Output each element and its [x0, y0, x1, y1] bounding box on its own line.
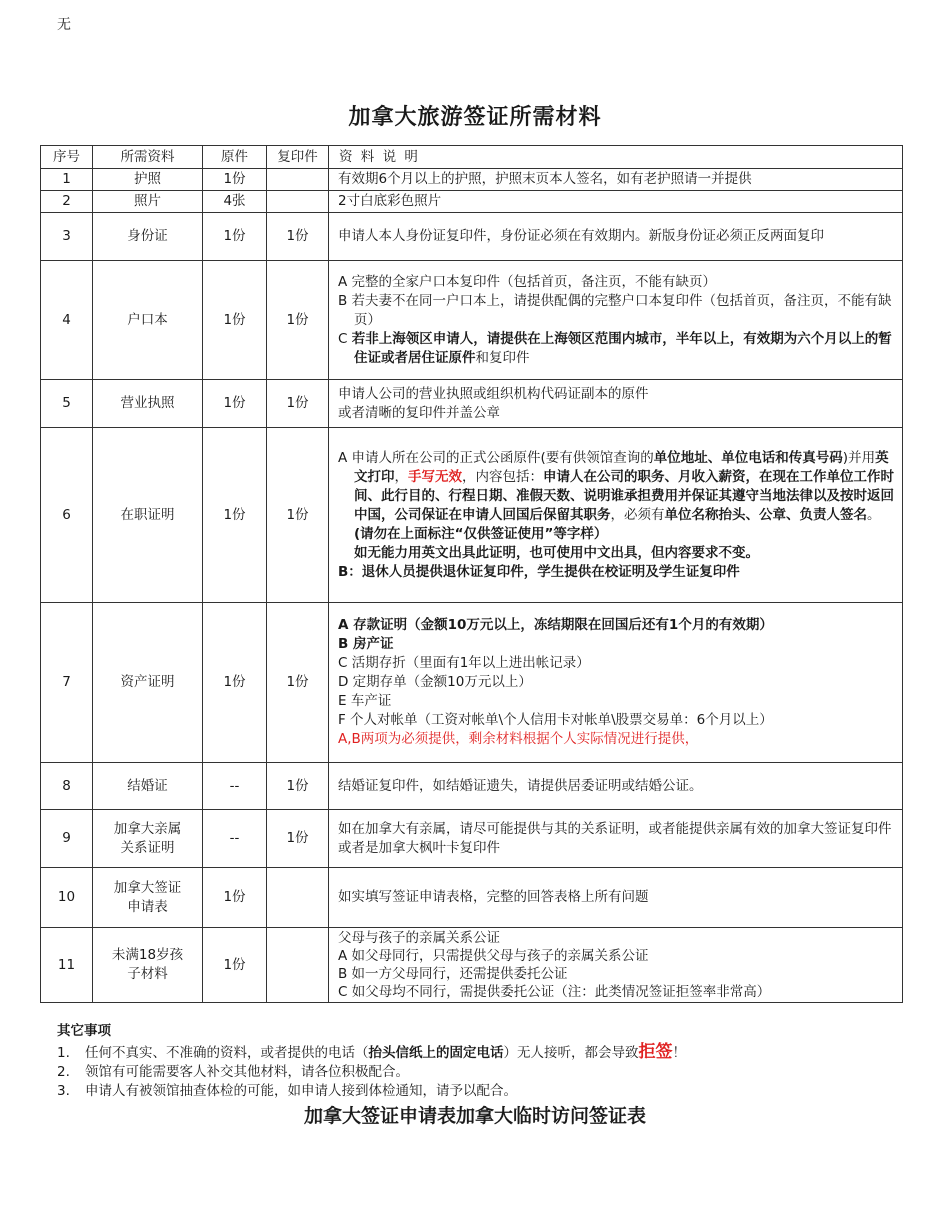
table-row	[41, 380, 903, 428]
note-item	[57, 1043, 686, 1063]
desc-text: )并用	[842, 449, 876, 466]
row-no: 4	[41, 261, 93, 380]
row-no: 8	[41, 763, 93, 810]
row-no: 5	[41, 380, 93, 428]
note-text: 申请人有被领馆抽查体检的可能，如申请人接到体检通知，请予以配合。	[85, 1083, 517, 1099]
desc-text: A 申请人所在公司的正式公函原件(要有供领馆查询的	[338, 449, 654, 466]
desc-line: 如在加拿大有亲属，请尽可能提供与其的关系证明，或者能提供亲属有效的加拿大签证复印件或者是加拿大枫叶卡复印件	[338, 820, 892, 856]
desc-bold: 若非上海领区申请人，请提供在上海领区范围内城市，半年以上，有效期为六个月以上的暂住证或者居住证原件	[351, 330, 892, 366]
row-original: 1份	[203, 428, 267, 603]
row-description	[329, 261, 903, 380]
desc-tail: 和复印件	[475, 349, 530, 366]
row-copy: 1份	[267, 428, 329, 603]
desc-line: 申请人公司的营业执照或组织机构代码证副本的原件	[338, 385, 649, 402]
table-row	[41, 261, 903, 380]
desc-line: D 定期存单（金额10万元以上）	[338, 674, 532, 690]
note-text: ）无人接听，都会导致	[503, 1045, 639, 1061]
notes-title: 其它事项	[57, 1023, 111, 1039]
row-item: 结婚证	[93, 763, 203, 810]
table-row	[41, 169, 903, 191]
desc-line: A,B两项为必须提供，剩余材料根据个人实际情况进行提供，	[338, 731, 699, 747]
table-row	[41, 213, 903, 261]
note-number: 2.	[57, 1064, 70, 1080]
desc-line: 有效期6个月以上的护照，护照末页本人签名，如有老护照请一并提供	[338, 171, 752, 187]
desc-text: ，内容包括：	[462, 468, 543, 485]
item-line: 加拿大签证	[113, 879, 182, 896]
requirements-table	[40, 145, 903, 1003]
row-copy: 1份	[267, 261, 329, 380]
desc-line: 如无能力用英文出具此证明，也可使用中文出具，但内容要求不变。	[354, 544, 759, 561]
desc-red: 手写无效	[408, 468, 462, 485]
row-no: 6	[41, 428, 93, 603]
item-line: 未满18岁孩	[111, 947, 184, 963]
note-text: 领馆有可能需要客人补交其他材料，请各位积极配合。	[85, 1064, 409, 1080]
desc-paragraph	[338, 449, 896, 544]
header-no: 序号	[41, 146, 93, 169]
header-item: 所需资料	[93, 146, 203, 169]
item-line: 加拿大亲属	[113, 820, 182, 837]
row-description	[329, 191, 903, 213]
row-copy	[267, 868, 329, 928]
row-description	[329, 868, 903, 928]
desc-text: 。	[867, 506, 881, 523]
row-description	[329, 603, 903, 763]
row-copy: 1份	[267, 603, 329, 763]
desc-line: 2寸白底彩色照片	[338, 193, 442, 209]
row-item	[93, 868, 203, 928]
desc-prefix: C	[338, 330, 352, 347]
desc-line: 结婚证复印件，如结婚证遗失，请提供居委证明或结婚公证。	[338, 777, 703, 794]
row-description	[329, 810, 903, 868]
row-no: 2	[41, 191, 93, 213]
row-original: 4张	[203, 191, 267, 213]
row-item	[93, 928, 203, 1003]
table-row	[41, 191, 903, 213]
note-item	[57, 1082, 686, 1101]
row-item: 身份证	[93, 213, 203, 261]
row-description	[329, 380, 903, 428]
row-no: 11	[41, 928, 93, 1003]
note-refusal-warning: 拒签	[638, 1042, 673, 1062]
desc-text: ，必须有	[610, 506, 665, 523]
row-item: 户口本	[93, 261, 203, 380]
desc-bold: 申请人在公司的职务、月收入薪资，在现在工作单位工作时间、此行目的、行程日期、准假天数、说明谁承担费用并保证其遵守当地法律以及按时返回中国，公司保证在申请人回国后保留其职务	[354, 468, 894, 523]
row-original: --	[203, 810, 267, 868]
desc-bold: 英文打印	[354, 449, 889, 485]
item-line: 申请表	[127, 898, 168, 915]
row-copy	[267, 928, 329, 1003]
note-bold: 抬头信纸上的固定电话	[368, 1045, 504, 1061]
table-row	[41, 428, 903, 603]
table-row	[41, 603, 903, 763]
row-copy	[267, 191, 329, 213]
desc-line: A 存款证明（金额10万元以上，冻结期限在回国后还有1个月的有效期）	[338, 617, 773, 633]
note-item	[57, 1063, 686, 1082]
row-no: 1	[41, 169, 93, 191]
desc-line: C 活期存折（里面有1年以上进出帐记录）	[338, 655, 590, 671]
header-description: 资 料 说 明	[329, 146, 903, 169]
row-original: 1份	[203, 868, 267, 928]
header-original: 原件	[203, 146, 267, 169]
desc-line: A 完整的全家户口本复印件（包括首页，备注页，不能有缺页）	[338, 273, 717, 290]
desc-line: A 如父母同行，只需提供父母与孩子的亲属关系公证	[338, 948, 649, 964]
footer-title: 加拿大签证申请表加拿大临时访问签证表	[303, 1105, 646, 1127]
row-item: 资产证明	[93, 603, 203, 763]
desc-line: B 如一方父母同行，还需提供委托公证	[338, 966, 568, 982]
desc-line: C 如父母均不同行，需提供委托公证（注：此类情况签证拒签率非常高）	[338, 984, 771, 1000]
table-row	[41, 928, 903, 1003]
desc-line: 父母与孩子的亲属关系公证	[338, 930, 500, 946]
row-item: 营业执照	[93, 380, 203, 428]
item-line: 关系证明	[120, 839, 175, 856]
row-description	[329, 169, 903, 191]
row-no: 3	[41, 213, 93, 261]
note-text: ！	[672, 1045, 686, 1061]
desc-line: B 若夫妻不在同一户口本上，请提供配偶的完整户口本复印件（包括首页，备注页，不能有缺页）	[338, 292, 892, 328]
row-description	[329, 928, 903, 1003]
row-item: 照片	[93, 191, 203, 213]
row-no: 7	[41, 603, 93, 763]
table-header-row	[41, 146, 903, 169]
row-no: 10	[41, 868, 93, 928]
row-original: 1份	[203, 603, 267, 763]
desc-line: F 个人对帐单（工资对帐单\个人信用卡对帐单\股票交易单：6个月以上）	[338, 712, 773, 728]
desc-line	[338, 330, 896, 368]
desc-bold: 单位地址、单位电话和传真号码	[653, 449, 843, 466]
desc-line: E 车产证	[338, 693, 392, 709]
desc-line: B 房产证	[338, 636, 394, 652]
other-notes	[57, 1022, 686, 1101]
row-copy	[267, 169, 329, 191]
desc-line: 或者清晰的复印件并盖公章	[338, 404, 500, 421]
document-title: 加拿大旅游签证所需材料	[348, 105, 602, 130]
note-number: 3.	[57, 1083, 70, 1099]
note-text: 任何不真实、不准确的资料，或者提供的电话（	[85, 1045, 369, 1061]
item-line: 子材料	[127, 966, 168, 982]
table-row	[41, 868, 903, 928]
row-original: 1份	[203, 380, 267, 428]
row-copy: 1份	[267, 380, 329, 428]
desc-bold: (请勿在上面标注“仅供签证使用”等字样）	[354, 525, 608, 542]
desc-line: 如实填写签证申请表格，完整的回答表格上所有问题	[338, 889, 649, 905]
row-item	[93, 810, 203, 868]
desc-line: B：退休人员提供退休证复印件，学生提供在校证明及学生证复印件	[338, 563, 740, 580]
row-original: --	[203, 763, 267, 810]
row-copy: 1份	[267, 763, 329, 810]
note-number: 1.	[57, 1045, 70, 1061]
desc-bold: 单位名称抬头、公章、负责人签名	[664, 506, 867, 523]
desc-line: 申请人本人身份证复印件，身份证必须在有效期内。新版身份证必须正反两面复印	[338, 228, 824, 244]
table-row	[41, 763, 903, 810]
row-copy: 1份	[267, 213, 329, 261]
table-row	[41, 810, 903, 868]
row-original: 1份	[203, 261, 267, 380]
row-no: 9	[41, 810, 93, 868]
row-original: 1份	[203, 928, 267, 1003]
header-note: 无	[57, 17, 71, 33]
row-description	[329, 763, 903, 810]
row-description	[329, 428, 903, 603]
row-copy: 1份	[267, 810, 329, 868]
row-original: 1份	[203, 213, 267, 261]
row-item: 护照	[93, 169, 203, 191]
row-description	[329, 213, 903, 261]
desc-text: ，	[394, 468, 408, 485]
header-copy: 复印件	[267, 146, 329, 169]
row-original: 1份	[203, 169, 267, 191]
row-item: 在职证明	[93, 428, 203, 603]
